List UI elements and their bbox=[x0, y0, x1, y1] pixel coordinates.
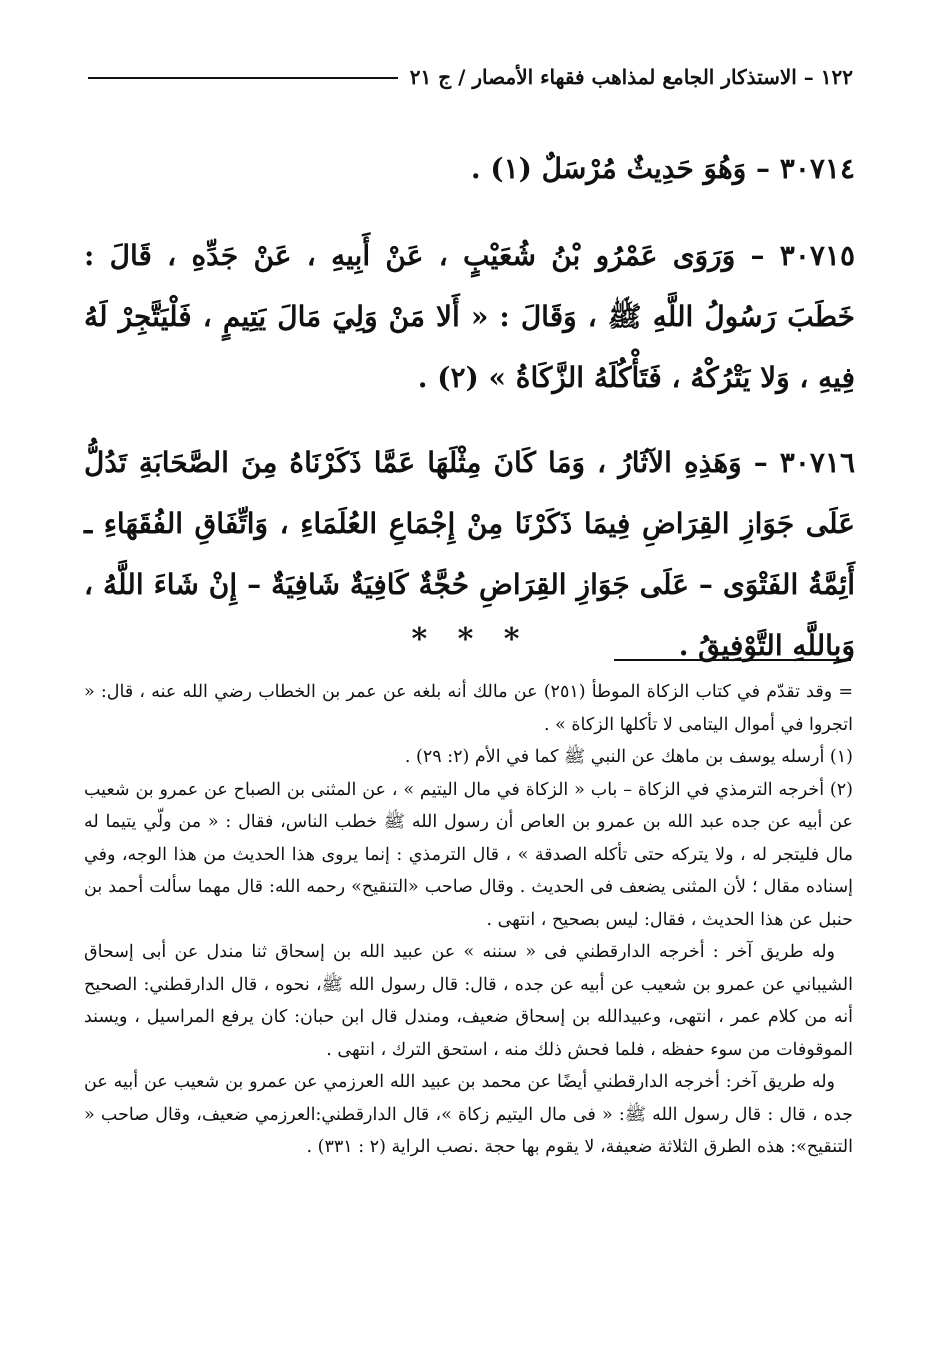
section-separator: * * * bbox=[411, 622, 530, 657]
footnote-2: (٢) أخرجه الترمذي في الزكاة – باب « الزكاة في مال اليتيم » ، عن المثنى بن الصباح عن عمرو بن شعيب عن أبيه عن جده عبد الله بن عمرو بن العاص أن رسول الله ﷺ خطب الناس، فقال : « من ولّي يتيما له مال فليتجر له ، ولا يتركه حتى تأكله الصدقة » ، قال الترمذي : إنما يروى هذا الحديث من هذا الوجه، وفي إسناده مقال ؛ لأن المثنى يضعف فى الحديث . وقال صاحب «التنقيح» رحمه الله: قال مهما سألت أحمد بن حنبل عن هذا الحديث ، فقال: ليس بصحيح ، انتهى . bbox=[84, 779, 853, 930]
footnotes bbox=[84, 676, 853, 1164]
footnote-1: (١) أرسله يوسف بن ماهك عن النبي ﷺ كما في الأم (٢: ٢٩) . bbox=[404, 747, 853, 767]
paragraph-30715: ٣٠٧١٥ – وَرَوَى عَمْرُو بْنُ شُعَيْبٍ ، عَنْ أَبِيهِ ، عَنْ جَدِّهِ ، قَالَ : خَطَبَ رَسُولُ اللَّهِ ﷺ ، وَقَالَ : « أَلا مَنْ وَلِيَ مَالَ يَتِيمٍ ، فَلْيَتَّجِرْ لَهُ فِيهِ ، وَلا يَتْرُكْهُ ، فَتَأْكُلَهُ الزَّكَاةُ » (٢) . bbox=[84, 239, 855, 394]
footnote-rule bbox=[614, 659, 851, 661]
footnote-2-second-route: وله طريق آخر : أخرجه الدارقطني فى « سننه » عن عبيد الله بن إسحاق ثنا مندل عن أبى إسحاق الشيباني عن عمرو بن شعيب عن أبيه عن جده ، قال: قال رسول الله ﷺ، نحوه ، قال الدارقطني: الصحيح أنه من كلام عمر ، انتهى، وعبيدالله بن إسحاق ضعيف، ومندل قال ابن حبان: كان يرفع المراسيل ، ويسند الموقوفات من سوء حفظه ، فلما فحش ذلك منه ، استحق الترك ، انتهى . bbox=[84, 942, 853, 1060]
running-title: ١٢٢ – الاستذكار الجامع لمذاهب فقهاء الأمصار / ج ٢١ bbox=[409, 65, 853, 89]
running-header bbox=[88, 60, 853, 94]
paragraph-30716: ٣٠٧١٦ – وَهَذِهِ الآثَارُ ، وَمَا كَانَ مِثْلَهَا عَمَّا ذَكَرْنَاهُ مِنَ الصَّحَابَةِ تَدُلُّ عَلَى جَوَازِ القِرَاضِ فِيمَا ذَكَرْنَا مِنْ إِجْمَاعِ العُلَمَاءِ ، وَاتِّفَاقِ الفُقَهَاءِ ـ أَئِمَّةُ الفَتْوَى – عَلَى جَوَازِ القِرَاضِ حُجَّةٌ كَافِيَةٌ شَافِيَةٌ – إِنْ شَاءَ اللَّهُ ، وَبِاللَّهِ التَّوْفِيقُ . bbox=[84, 446, 855, 662]
main-text bbox=[84, 138, 855, 676]
header-rule bbox=[88, 77, 398, 79]
footnote-continuation: = وقد تقدّم في كتاب الزكاة الموطأ (٢٥١) عن مالك أنه بلغه عن عمر بن الخطاب رضي الله عنه ، قال: « اتجروا في أموال اليتامى لا تأكلها الزكاة » . bbox=[84, 682, 854, 735]
footnote-2-third-route: وله طريق آخر: أخرجه الدارقطني أيضًا عن محمد بن عبيد الله العرزمي عن عمرو بن شعيب عن أبيه عن جده ، قال : قال رسول الله ﷺ: « فى مال اليتيم زكاة »، قال الدارقطني:العرزمي ضعيف، وقال صاحب « التنقيح»: هذه الطرق الثلاثة ضعيفة، لا يقوم بها حجة .نصب الراية (٢ : ٣٣١) . bbox=[84, 1072, 853, 1157]
paragraph-30714: ٣٠٧١٤ – وَهُوَ حَدِيثٌ مُرْسَلٌ (١) . bbox=[470, 152, 855, 185]
